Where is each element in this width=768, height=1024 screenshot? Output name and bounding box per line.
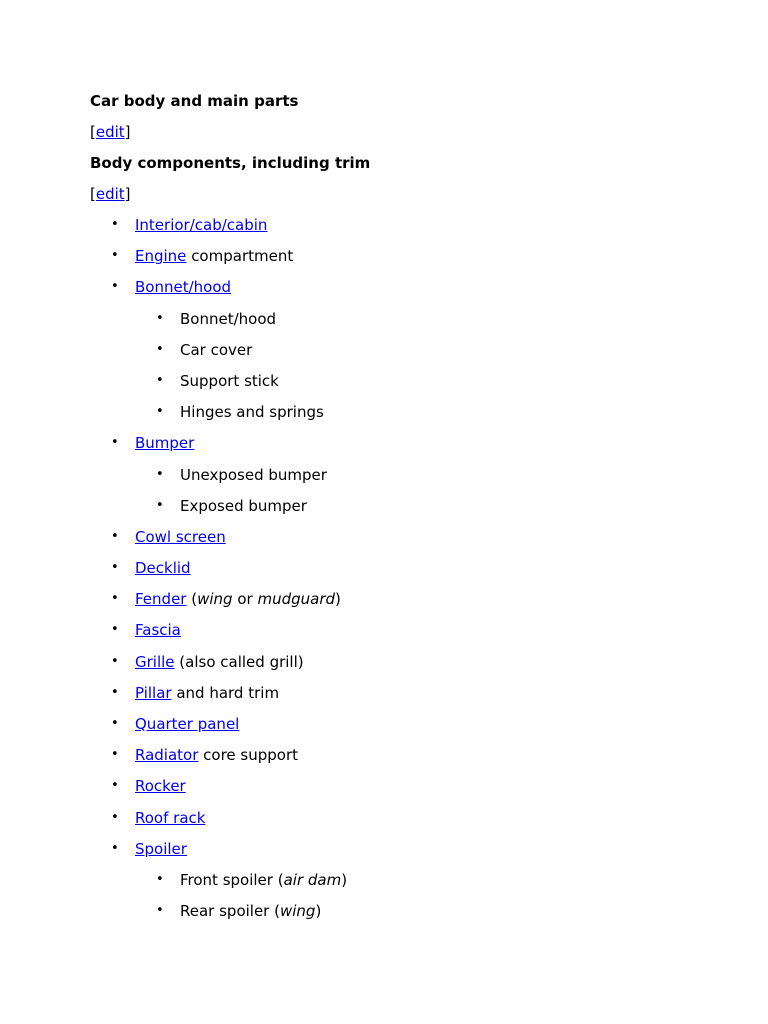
bullet-icon: • [111, 684, 119, 700]
item-text: Unexposed bumper [180, 465, 327, 484]
body-components-list [90, 215, 730, 932]
list-item [90, 433, 730, 464]
bullet-icon: • [111, 217, 119, 232]
item-link[interactable]: Decklid [135, 559, 191, 578]
item-link[interactable]: Engine [135, 247, 187, 266]
list-item [90, 620, 730, 651]
bullet-icon: • [111, 591, 119, 607]
item-text: ) [341, 870, 348, 889]
item-text: ( [186, 590, 198, 609]
item-text: Hinges and springs [180, 403, 324, 422]
item-text: compartment [186, 247, 294, 266]
bullet-icon: • [111, 435, 119, 451]
list-item [90, 652, 730, 683]
list-item [90, 246, 730, 277]
list-item [90, 558, 730, 589]
item-link[interactable]: Quarter panel [135, 715, 240, 733]
list-item [90, 776, 730, 807]
item-link[interactable]: Grille [135, 652, 175, 671]
bullet-icon: • [156, 871, 164, 887]
item-text: Rear spoiler ( [180, 902, 280, 921]
edit-bracket-open: [ [90, 123, 96, 141]
item-link[interactable]: Bonnet/hood [135, 278, 232, 297]
item-link[interactable]: Spoiler [135, 839, 187, 858]
item-link[interactable]: Fender [135, 590, 187, 609]
item-link[interactable]: Roof rack [135, 808, 206, 827]
item-text: Car cover [180, 340, 253, 359]
bullet-icon: • [111, 716, 119, 731]
edit-link[interactable]: edit [95, 185, 125, 203]
list-item [90, 839, 730, 870]
section-heading-body-components: Body components, including trim [90, 154, 371, 172]
bullet-icon: • [111, 778, 119, 794]
bullet-icon: • [111, 840, 119, 856]
bullet-icon: • [111, 279, 119, 295]
item-link[interactable]: Cowl screen [135, 527, 226, 546]
edit-section-car-body [90, 122, 730, 153]
list-item [90, 683, 730, 714]
list-item [90, 215, 730, 246]
list-item [90, 808, 730, 839]
bullet-icon: • [111, 248, 119, 264]
item-text: ) [315, 902, 322, 921]
sub-list-item [90, 309, 730, 340]
item-link[interactable]: Fascia [135, 621, 181, 640]
sub-list-item [90, 340, 730, 371]
edit-bracket-open: [ [90, 185, 96, 203]
item-italic-text: wing [197, 590, 233, 609]
list-item [90, 589, 730, 620]
bullet-icon: • [111, 809, 119, 825]
item-italic-text: mudguard [257, 590, 336, 609]
item-link[interactable]: Rocker [135, 777, 186, 796]
sub-list-item [90, 402, 730, 433]
sub-list-item [90, 465, 730, 496]
bullet-icon: • [156, 404, 164, 420]
bullet-icon: • [156, 341, 164, 357]
item-text: Support stick [180, 371, 279, 390]
bullet-icon: • [156, 466, 164, 482]
list-item [90, 527, 730, 558]
sub-list-item [90, 901, 730, 932]
bullet-icon: • [111, 528, 119, 544]
bullet-icon: • [111, 653, 119, 669]
item-text: and hard trim [171, 683, 280, 702]
item-italic-text: air dam [283, 870, 342, 889]
item-link[interactable]: Radiator [135, 746, 199, 765]
bullet-icon: • [156, 497, 164, 513]
document-page [90, 91, 730, 932]
item-link[interactable]: Pillar [135, 683, 172, 702]
bullet-icon: • [156, 310, 164, 326]
item-text: or [232, 590, 258, 609]
bullet-icon: • [111, 622, 119, 638]
edit-link[interactable]: edit [95, 123, 125, 141]
item-link[interactable]: Interior/cab/cabin [135, 216, 268, 234]
bullet-icon: • [156, 903, 164, 919]
edit-bracket-close: ] [124, 185, 131, 203]
bullet-icon: • [111, 747, 119, 763]
edit-section-body-components [90, 184, 730, 215]
list-item [90, 714, 730, 745]
sub-list-item [90, 371, 730, 402]
item-text: Exposed bumper [180, 496, 307, 515]
item-text: ) [335, 590, 341, 609]
bullet-icon: • [111, 560, 119, 576]
item-text: Bonnet/hood [180, 309, 277, 328]
sub-list-item [90, 870, 730, 901]
bullet-icon: • [156, 372, 164, 388]
item-text: (also called grill) [174, 652, 304, 671]
item-text: Front spoiler ( [180, 870, 284, 889]
edit-bracket-close: ] [124, 123, 131, 141]
list-item [90, 745, 730, 776]
list-item [90, 277, 730, 308]
item-link[interactable]: Bumper [135, 434, 195, 453]
sub-list-item [90, 496, 730, 527]
item-text: core support [198, 746, 299, 765]
section-heading-car-body: Car body and main parts [90, 92, 299, 110]
item-italic-text: wing [279, 902, 316, 921]
